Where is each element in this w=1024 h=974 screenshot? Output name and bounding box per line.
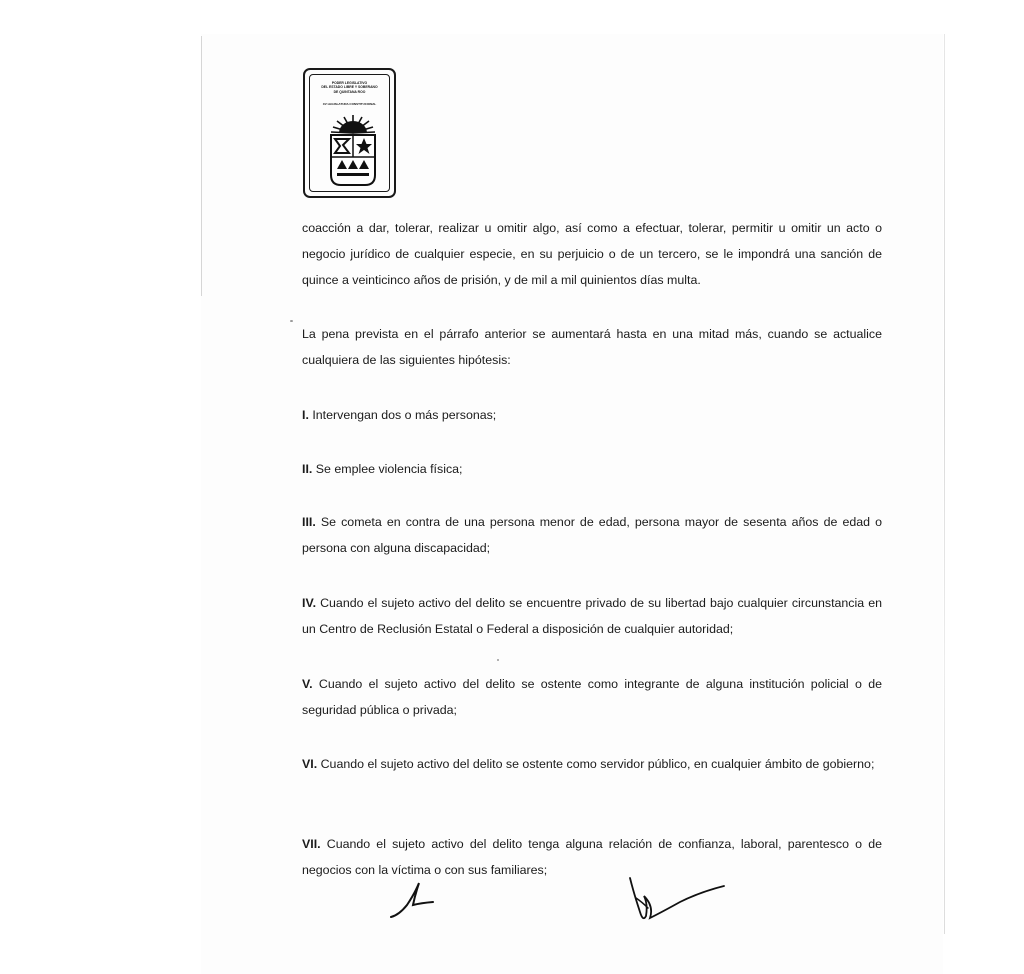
coat-of-arms-icon (323, 113, 383, 191)
list-item-text: Se cometa en contra de una persona menor de edad, persona mayor de sesenta años de edad o persona con alguna discapacidad; (302, 515, 882, 555)
page-edge-left (201, 36, 202, 296)
seal-title-line: PODER LEGISLATIVO (331, 81, 368, 85)
list-item-text: Cuando el sujeto activo del delito se ostente como integrante de alguna institución policial o de seguridad pública o privada; (302, 677, 882, 717)
seal-title (312, 81, 387, 94)
scan-speck (290, 320, 293, 322)
list-item-text: Se emplee violencia física; (315, 462, 463, 476)
list-item (302, 590, 882, 642)
seal-inner-border (309, 74, 390, 192)
list-numeral: II. (302, 462, 313, 476)
list-item (302, 751, 882, 777)
list-numeral: VII. (302, 837, 321, 851)
signature-right (620, 872, 730, 928)
scan-speck (497, 659, 499, 661)
list-item-text: Cuando el sujeto activo del delito se ostente como servidor público, en cualquier ámbito de gobierno; (320, 757, 875, 771)
seal-title-line: DE QUINTANA ROO (333, 89, 366, 94)
list-item (302, 456, 882, 482)
paragraph: La pena prevista en el párrafo anterior se aumentará hasta en una mitad más, cuando se actualice cualquiera de las siguientes hipótesis: (302, 327, 882, 367)
list-item (302, 402, 882, 428)
list-numeral: I. (302, 408, 309, 422)
list-item-text: Cuando el sujeto activo del delito se encuentre privado de su libertad bajo cualquier circunstancia en un Centro de Reclusión Estatal o Federal a disposición de cualquier autoridad; (302, 596, 882, 636)
list-numeral: IV. (302, 596, 317, 610)
list-item-text: Intervengan dos o más personas; (312, 408, 497, 422)
list-numeral: III. (302, 515, 316, 529)
list-item-text: Cuando el sujeto activo del delito tenga alguna relación de confianza, laboral, parentesco o de negocios con la víctima o con sus familiares; (302, 837, 882, 877)
paragraph: coacción a dar, tolerar, realizar u omitir algo, así como a efectuar, tolerar, permitir u omitir un acto o negocio jurídico de cualquier especie, en su perjuicio o de un tercero, se le impondrá una sanción de quince a veinticinco años de prisión, y de mil a mil quinientos días multa. (302, 221, 882, 287)
list-item (302, 509, 882, 561)
page-edge-right (944, 34, 945, 934)
seal-legislature: XV LEGISLATURA CONSTITUCIONAL (322, 102, 377, 106)
signature-left (385, 875, 445, 925)
legislature-seal (303, 68, 396, 198)
list-numeral: V. (302, 677, 313, 691)
seal-title-line: DEL ESTADO LIBRE Y SOBERANO (321, 85, 378, 90)
list-item (302, 671, 882, 723)
list-numeral: VI. (302, 757, 318, 771)
